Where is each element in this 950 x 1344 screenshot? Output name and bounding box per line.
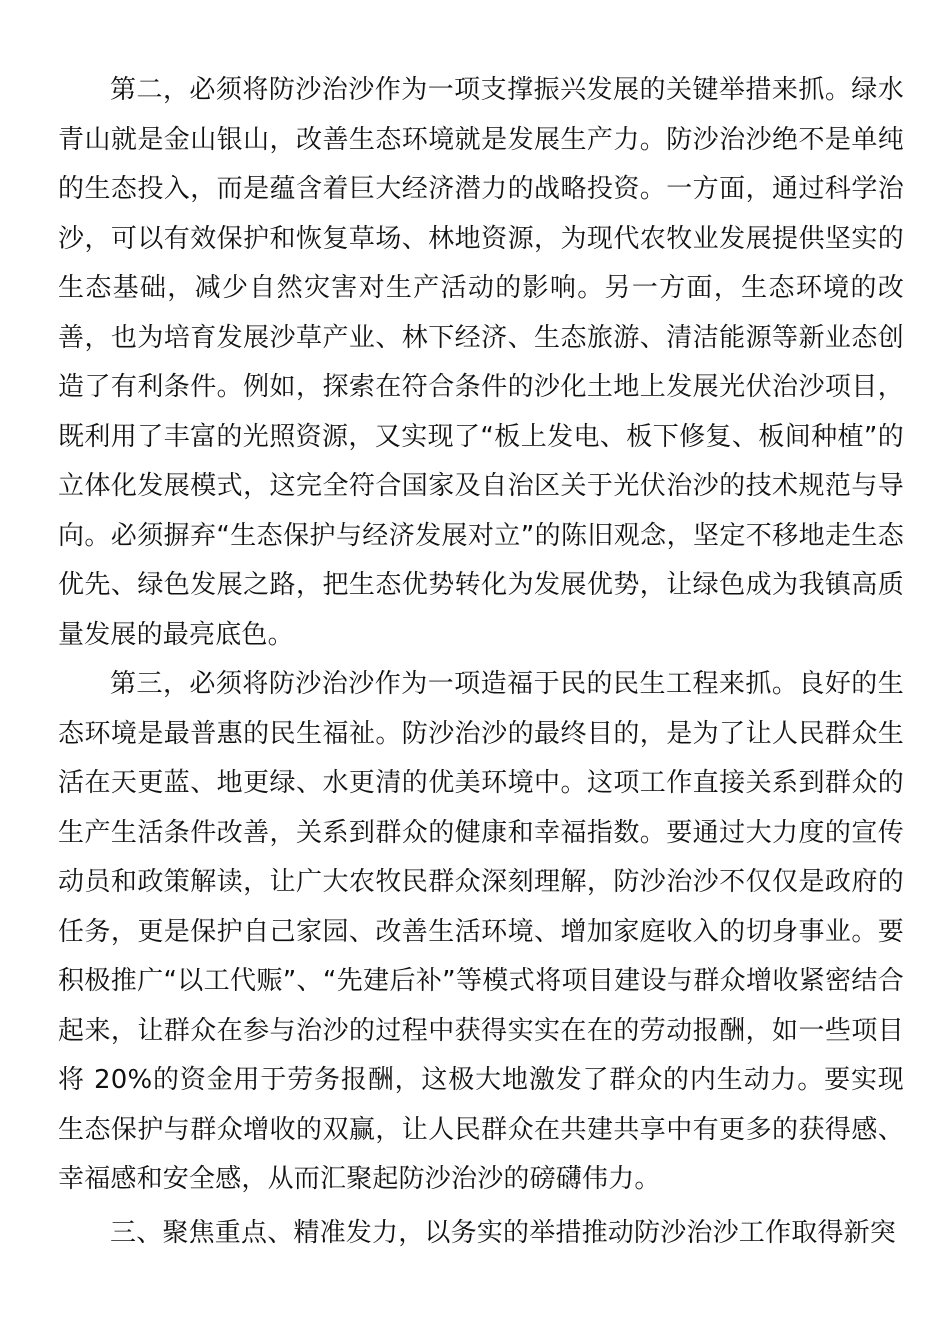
document-page xyxy=(58,66,904,1258)
paragraph-third-point: 第三，必须将防沙治沙作为一项造福于民的民生工程来抓。良好的生态环境是最普惠的民生福祉。防沙治沙的最终目的，是为了让人民群众生活在天更蓝、地更绿、水更清的优美环境中。这项工作直接关系到群众的生产生活条件改善，关系到群众的健康和幸福指数。要通过大力度的宣传动员和政策解读，让广大农牧民群众深刻理解，防沙治沙不仅仅是政府的任务，更是保护自己家园、改善生活环境、增加家庭收入的切身事业。要积极推广“以工代赈”、“先建后补”等模式将项目建设与群众增收紧密结合起来，让群众在参与治沙的过程中获得实实在在的劳动报酬，如一些项目将 20%的资金用于劳务报酬，这极大地激发了群众的内生动力。要实现生态保护与群众增收的双赢，让人民群众在共建共享中有更多的获得感、幸福感和安全感，从而汇聚起防沙治沙的磅礴伟力。 xyxy=(58,669,904,1194)
paragraph-second-point: 第二，必须将防沙治沙作为一项支撑振兴发展的关键举措来抓。绿水青山就是金山银山，改善生态环境就是发展生产力。防沙治沙绝不是单纯的生态投入，而是蕴含着巨大经济潜力的战略投资。一方面，通过科学治沙，可以有效保护和恢复草场、林地资源，为现代农牧业发展提供坚实的生态基础，减少自然灾害对生产活动的影响。另一方面，生态环境的改善，也为培育发展沙草产业、林下经济、生态旅游、清洁能源等新业态创造了有利条件。例如，探索在符合条件的沙化土地上发展光伏治沙项目，既利用了丰富的光照资源，又实现了“板上发电、板下修复、板间种植”的立体化发展模式，这完全符合国家及自治区关于光伏治沙的技术规范与导向。必须摒弃“生态保护与经济发展对立”的陈旧观念，坚定不移地走生态优先、绿色发展之路，把生态优势转化为发展优势，让绿色成为我镇高质量发展的最亮底色。 xyxy=(58,75,904,650)
section-heading: 三、聚焦重点、精准发力，以务实的举措推动防沙治沙工作取得新突 xyxy=(110,1217,897,1248)
